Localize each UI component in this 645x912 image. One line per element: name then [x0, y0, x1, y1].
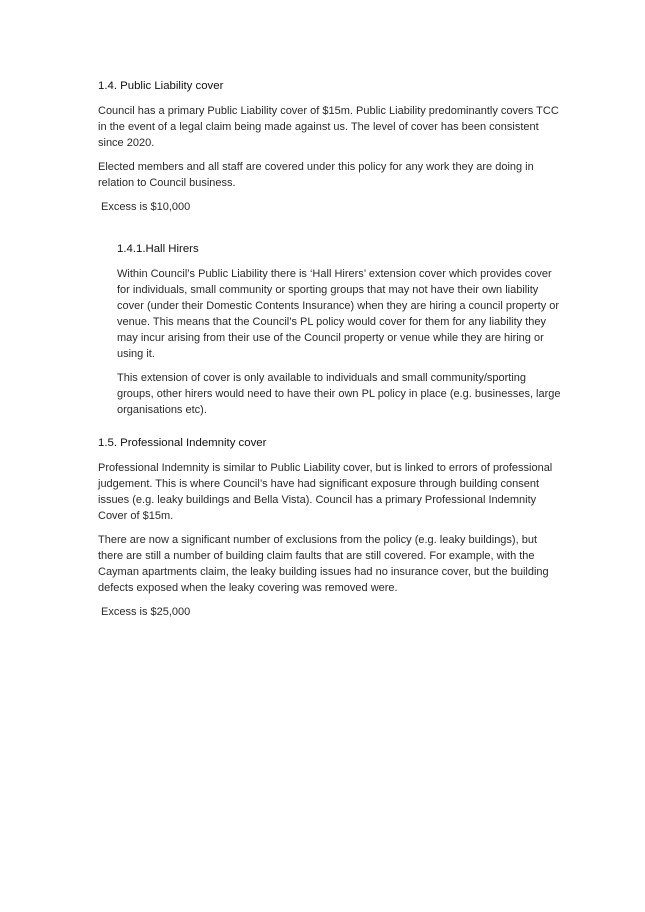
subsection-heading: 1.4.1.Hall Hirers	[117, 243, 199, 255]
excess-text: Excess is $25,000	[101, 606, 191, 618]
paragraph: Council has a primary Public Liability cover of $15m. Public Liability predominantly covers TCC in the event of a legal claim being made against us. The level of cover has been consistent since 2020.	[98, 105, 559, 149]
excess-text: Excess is $10,000	[101, 201, 191, 213]
paragraph: This extension of cover is only available to individuals and small community/sporting groups, other hirers would need to have their own PL policy in place (e.g. businesses, large organisations etc).	[117, 372, 561, 416]
section-heading: 1.4. Public Liability cover	[98, 80, 224, 92]
paragraph: Professional Indemnity is similar to Public Liability cover, but is linked to errors of professional judgement. This is where Council’s have had significant exposure through building consent issues (e.g. leaky buildings and Bella Vista). Council has a primary Professional Indemnity Cover of $15m.	[98, 462, 553, 522]
paragraph: Elected members and all staff are covered under this policy for any work they are doing in relation to Council business.	[98, 161, 534, 189]
section-professional-indemnity	[98, 435, 565, 620]
section-public-liability	[98, 78, 565, 215]
section-heading: 1.5. Professional Indemnity cover	[98, 437, 267, 449]
subsection-hall-hirers	[117, 241, 565, 418]
paragraph: There are now a significant number of exclusions from the policy (e.g. leaky buildings), but there are still a number of building claim faults that are still covered. For example, with the Cayman apartments claim, the leaky building issues had no insurance cover, but the building defects exposed when the leaky covering was removed were.	[98, 534, 549, 594]
paragraph: Within Council’s Public Liability there is ‘Hall Hirers’ extension cover which provides cover for individuals, small community or sporting groups that may not have their own liability cover (under their Domestic Contents Insurance) when they are hiring a council property or venue. This means that the Council’s PL policy would cover for them for any liability they may incur arising from their use of the Council property or venue while they are hiring or using it.	[117, 268, 560, 360]
